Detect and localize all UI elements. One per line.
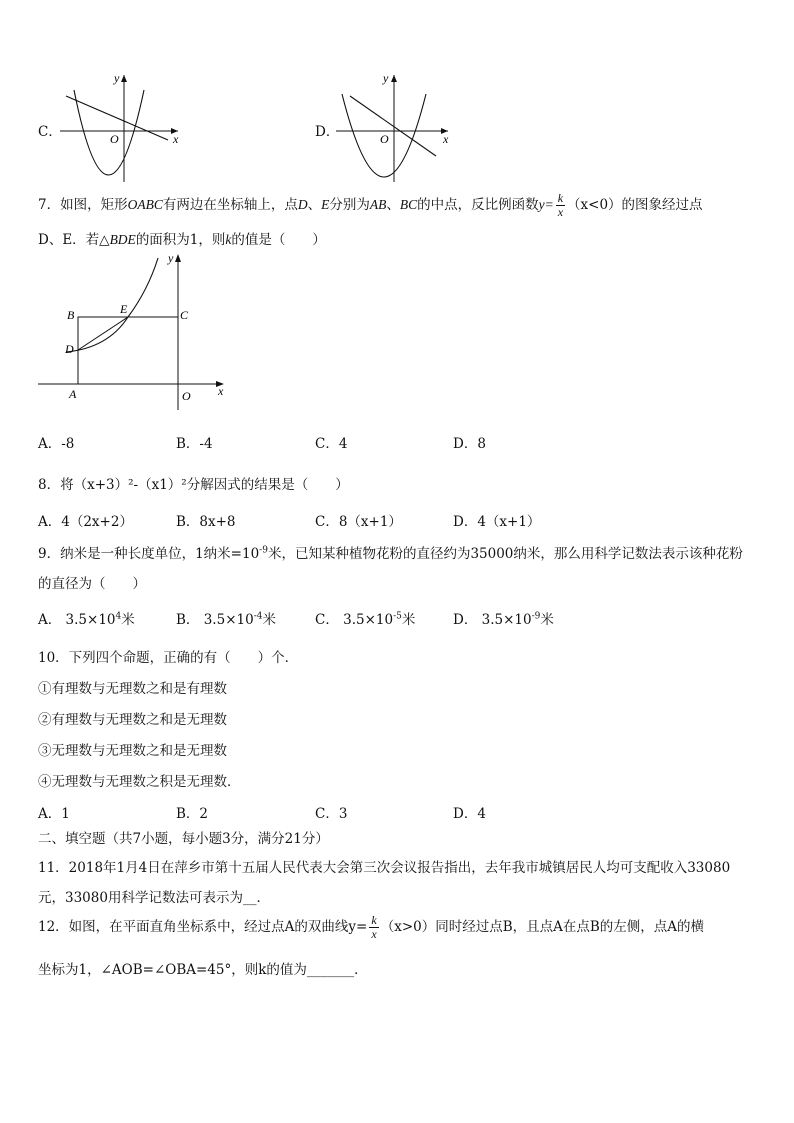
q7-option-d: D．8: [453, 436, 486, 452]
q10-prop-4: ④无理数与无理数之积是无理数．: [38, 774, 241, 790]
q7-stem-line2: D、E．若△BDE的面积为1，则k的值是（ ）: [38, 232, 326, 248]
q10-prop-2: ②有理数与无理数之和是无理数: [38, 712, 227, 728]
q10-option-a: A．1: [38, 806, 70, 822]
q10-option-d: D．4: [453, 806, 486, 822]
q7-figure: [36, 250, 236, 415]
axis-x-label: x: [443, 132, 449, 146]
option-c-label: C．: [38, 124, 62, 140]
y-axis-arrow: [121, 75, 127, 82]
label-x: x: [218, 384, 224, 398]
q9-stem-line1: 9．纳米是一种长度单位，1纳米$=10^{-9}$米，已知某种植物花粉的直径约为35000纳米，那么用科学记数法表示该种花粉: [38, 545, 743, 562]
q9-option-a: A． $3.5\times 10^4$米: [38, 611, 135, 628]
hyperbola-curve: [66, 258, 158, 352]
label-y: y: [168, 251, 174, 265]
q7-stem-line1: 7．如图，矩形OABC有两边在坐标轴上，点D、E分别为AB、BC的中点，反比例函数y= $\frac{k}{x}$ （x<0）的图象经过点: [38, 191, 703, 219]
q10-option-c: C．3: [315, 806, 348, 822]
section-heading-fill-in: 二、填空题（共7小题，每小题3分，满分21分）: [38, 831, 329, 847]
q10-option-b: B．2: [176, 806, 209, 822]
q9-stem-line2: 的直径为（ ）: [38, 576, 146, 592]
q7-option-b: B．-4: [176, 436, 213, 452]
option-c-graph: [60, 70, 185, 182]
q8-option-d: D．4（x+1）: [453, 514, 541, 530]
y-axis-arrow: [175, 254, 181, 262]
q10-stem: 10．下列四个命题，正确的有（ ）个．: [38, 650, 299, 666]
axis-y-label: y: [383, 71, 389, 85]
label-a: A: [69, 387, 77, 401]
q9-option-d: D． $3.5\times 10^{-9}$米: [453, 611, 554, 628]
q7-option-a: A．-8: [38, 436, 75, 452]
rectangle-oabc: [78, 317, 178, 384]
q9-option-c: C． $3.5\times 10^{-5}$米: [315, 611, 416, 628]
q11-stem-line1: 11．2018年1月4日在萍乡市第十五届人民代表大会第三次会议报告指出，去年我市城镇居民人均可支配收入33080: [38, 860, 731, 876]
label-e: E: [120, 302, 128, 316]
label-c: C: [180, 308, 189, 322]
fraction-k-over-x: $\frac{k}{x}$: [557, 191, 564, 219]
parabola: [74, 90, 144, 175]
label-b: B: [67, 308, 75, 322]
option-d-graph: [336, 70, 461, 182]
q8-stem: 8．将（x+3）²-（x1）²分解因式的结果是（ ）: [38, 477, 349, 493]
option-d-label: D．: [315, 124, 340, 140]
y-axis-arrow: [391, 75, 397, 82]
q8-option-a: A．4（2x+2）: [38, 514, 133, 530]
q12-stem-line2: 坐标为1，∠AOB=∠OBA=45°，则k的值为_______．: [38, 962, 368, 978]
segment-de: [78, 317, 128, 350]
fraction-k-over-x: $\frac{k}{x}$: [371, 913, 377, 941]
axis-y-label: y: [114, 71, 120, 85]
q10-prop-1: ①有理数与无理数之和是有理数: [38, 681, 227, 697]
label-o: O: [182, 389, 191, 403]
q11-stem-line2: 元，33080用科学记数法可表示为__．: [38, 890, 270, 906]
q8-option-c: C．8（x+1）: [315, 514, 402, 530]
q10-prop-3: ③无理数与无理数之和是无理数: [38, 743, 227, 759]
origin-label: O: [110, 132, 119, 146]
axis-x-label: x: [173, 132, 179, 146]
q9-option-b: B． $3.5\times 10^{-4}$米: [176, 611, 276, 628]
q7-option-c: C．4: [315, 436, 348, 452]
label-d: D: [65, 342, 74, 356]
origin-label: O: [380, 132, 389, 146]
q12-stem-line1: 12．如图，在平面直角坐标系中，经过点A的双曲线y= $\frac{k}{x}$ （x>0）同时经过点B，且点A在点B的左侧，点A的横: [38, 913, 705, 941]
q8-option-b: B．8x+8: [176, 514, 236, 530]
